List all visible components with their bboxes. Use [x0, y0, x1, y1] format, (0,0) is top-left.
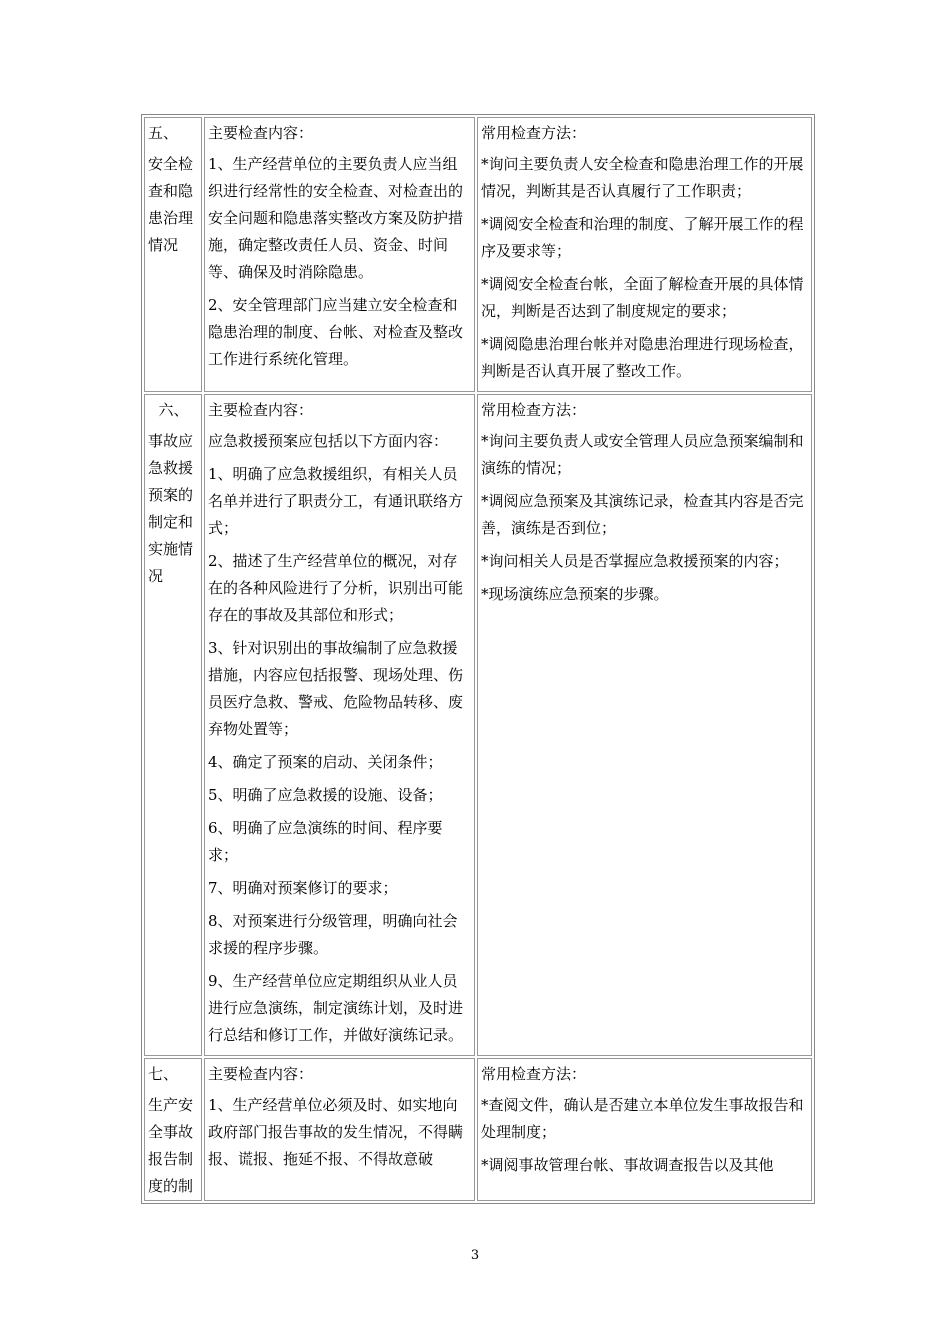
content-label: 主要检查内容：: [208, 401, 314, 419]
method-cell: [477, 1058, 812, 1201]
table-row: [144, 394, 812, 1056]
method-item: *调阅安全检查和治理的制度、了解开展工作的程序及要求等；: [481, 215, 804, 260]
content-cell: [204, 117, 475, 392]
method-item: *询问相关人员是否掌握应急救援预案的内容；: [481, 552, 789, 570]
content-label: 主要检查内容：: [208, 1065, 314, 1083]
section-title-cell: [144, 1058, 202, 1201]
method-item: *查阅文件，确认是否建立本单位发生事故报告和处理制度；: [481, 1096, 804, 1141]
content-item: 1、生产经营单位的主要负责人应当组织进行经常性的安全检查、对检查出的安全问题和隐患落实整改方案及防护措施，确定整改责任人员、资金、时间等、确保及时消除隐患。: [208, 155, 464, 281]
method-item: *调阅应急预案及其演练记录，检查其内容是否完善，演练是否到位；: [481, 492, 804, 537]
content-cell: [204, 1058, 475, 1201]
content-item: 2、安全管理部门应当建立安全检查和隐患治理的制度、台帐、对检查及整改工作进行系统化管理。: [208, 296, 464, 368]
method-label: 常用检查方法：: [481, 401, 587, 419]
content-item: 5、明确了应急救援的设施、设备；: [208, 786, 443, 804]
content-item: 1、生产经营单位必须及时、如实地向政府部门报告事故的发生情况，不得瞒报、谎报、拖延不报、不得故意破: [208, 1096, 464, 1168]
section-title-cell: [144, 394, 202, 1056]
table-row: [144, 117, 812, 392]
method-label: 常用检查方法：: [481, 1065, 587, 1083]
content-item: 1、明确了应急救援组织，有相关人员名单并进行了职责分工，有通讯联络方式；: [208, 465, 464, 537]
section-number: 六、: [158, 401, 189, 419]
content-item: 8、对预案进行分级管理，明确向社会求援的程序步骤。: [208, 912, 458, 957]
section-title: 生产安全事故报告制度的制: [148, 1096, 194, 1195]
inspection-table: [141, 114, 815, 1204]
section-title: 事故应急救援预案的制定和实施情况: [148, 432, 194, 585]
method-label: 常用检查方法：: [481, 124, 587, 142]
section-title: 安全检查和隐患治理情况: [148, 155, 194, 254]
section-number: 七、: [148, 1065, 179, 1083]
method-item: *询问主要负责人安全检查和隐患治理工作的开展情况，判断其是否认真履行了工作职责；: [481, 155, 804, 200]
content-item: 9、生产经营单位应定期组织从业人员进行应急演练，制定演练计划，及时进行总结和修订工作，并做好演练记录。: [208, 972, 464, 1044]
content-cell: [204, 394, 475, 1056]
content-item: 6、明确了应急演练的时间、程序要求；: [208, 819, 443, 864]
section-number: 五、: [148, 124, 179, 142]
method-cell: [477, 117, 812, 392]
page-number: 3: [470, 1248, 480, 1263]
method-item: *现场演练应急预案的步骤。: [481, 585, 669, 603]
content-item: 应急救援预案应包括以下方面内容：: [208, 432, 449, 450]
content-item: 7、明确对预案修订的要求；: [208, 879, 398, 897]
section-title-cell: [144, 117, 202, 392]
content-label: 主要检查内容：: [208, 124, 314, 142]
content-item: 3、针对识别出的事故编制了应急救援措施，内容应包括报警、现场处理、伤员医疗急救、警戒、危险物品转移、废弃物处置等；: [208, 639, 464, 738]
method-item: *调阅隐患治理台帐并对隐患治理进行现场检查，判断是否认真开展了整改工作。: [481, 335, 804, 380]
content-item: 4、确定了预案的启动、关闭条件；: [208, 753, 443, 771]
method-item: *调阅事故管理台帐、事故调查报告以及其他: [481, 1156, 774, 1174]
table-row: [144, 1058, 812, 1201]
content-item: 2、描述了生产经营单位的概况，对存在的各种风险进行了分析，识别出可能存在的事故及其部位和形式；: [208, 552, 464, 624]
method-item: *询问主要负责人或安全管理人员应急预案编制和演练的情况；: [481, 432, 804, 477]
method-cell: [477, 394, 812, 1056]
method-item: *调阅安全检查台帐，全面了解检查开展的具体情况，判断是否达到了制度规定的要求；: [481, 275, 804, 320]
